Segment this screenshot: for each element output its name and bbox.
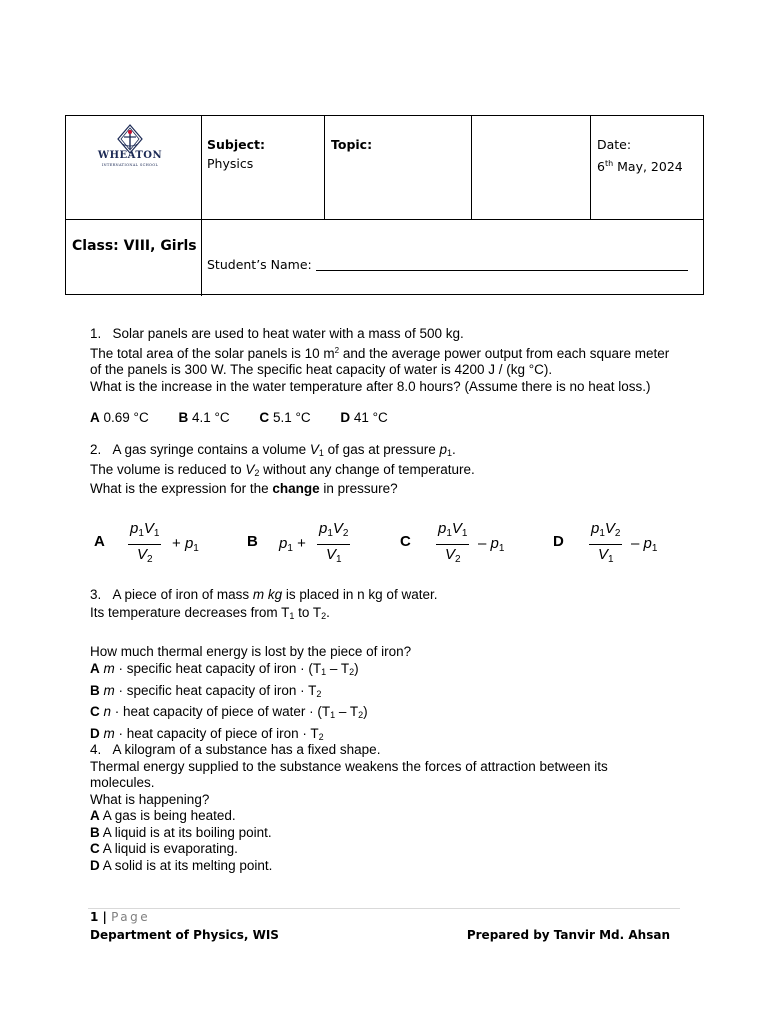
subject-label: Subject: (207, 137, 265, 152)
q2-option-b[interactable]: B $p_1$ + $\frac{p_1V_2}{V_1}$ (247, 515, 377, 575)
footer-department: Department of Physics, WIS (90, 928, 279, 942)
q3-option-a[interactable]: A m · specific heat capacity of iron · $(T_1 - T_2)$ (90, 661, 359, 677)
q3-option-d[interactable]: D m · heat capacity of piece of iron · $T_2$ (90, 725, 324, 742)
subject-cell (207, 135, 265, 173)
q4-option-a[interactable]: A A gas is being heated. (90, 808, 236, 823)
student-name-label: Student’s Name: (207, 257, 312, 272)
subject-value: Physics (207, 156, 254, 171)
date-label: Date: (597, 137, 632, 152)
page-number: 1 | Page (90, 910, 151, 924)
table-divider (201, 116, 202, 296)
q2-option-c[interactable]: C $\frac{p_1V_1}{V_2}$ – $p_1$ (400, 515, 530, 575)
q1-option-d[interactable]: D 41 °C (340, 410, 388, 425)
logo-name: WHEATON (97, 150, 163, 161)
logo-subtitle: INTERNATIONAL SCHOOL (101, 163, 159, 167)
table-divider (471, 116, 472, 219)
question-4: 4. A kilogram of a substance has a fixed shape. Thermal energy supplied to the substance weakens the forces of attraction between its molecules. What is happening? A A gas is being heated. B A liquid is at its boiling point. C A liquid is evaporating. D A solid is at its melting point. (90, 742, 608, 873)
q2-option-a[interactable]: A $\frac{p_1V_1}{V_2}$ + $p_1$ (94, 515, 224, 575)
fraction: $\frac{p_1V_1}{V_2}$ (130, 520, 160, 565)
student-name-line[interactable] (316, 259, 688, 271)
fraction: $\frac{p_1V_1}{V_2}$ (438, 520, 468, 565)
topic-cell (331, 135, 372, 154)
q4-option-b[interactable]: B A liquid is at its boiling point. (90, 824, 272, 840)
footer-rule (88, 908, 680, 909)
header-table (65, 115, 704, 295)
date-cell (597, 135, 683, 176)
question-1: 1. Solar panels are used to heat water with a mass of 500 kg. The total area of the solar panels is 10 $m^2$ and the average power output from each square meter of the panels is 300 W. The specific heat capacity of water is 4200 J / (kg °C). What is the increase in the water temperature after 8.0 hours? (Assume there is no heat loss.) (90, 326, 670, 394)
question-3: 3. A piece of iron of mass m kg is placed in n kg of water. Its temperature decreases from $T_1$ to $T_2$. How much thermal energy is lost by the piece of iron? A m · specific heat capacity of iron · $(T_1 - T_2)$ B m · specific heat capacity of iron · $T_2$ C n · heat capacity of piece of water · $(T_1 - T_2)$ D m · heat capacity of piece of iron · $T_2$ (90, 586, 437, 746)
footer-prepared-by: Prepared by Tanvir Md. Ahsan (466, 928, 670, 942)
fraction: $\frac{p_1V_2}{V_1}$ (591, 520, 621, 565)
topic-label: Topic: (331, 137, 373, 152)
question-1-options (90, 410, 414, 425)
q3-option-c[interactable]: C n · heat capacity of piece of water · $(T_1 - T_2)$ (90, 704, 368, 720)
q1-option-b[interactable]: B 4.1 °C (178, 410, 230, 425)
date-value: 6th May, 2024 (597, 159, 683, 174)
question-2: 2. A gas syringe contains a volume $V_1$ of gas at pressure $p_1$. The volume is reduced to $V_2$ without any change of temperature. What is the expression for the change in pressure? (90, 442, 475, 496)
table-divider (66, 219, 703, 220)
student-name-field[interactable] (207, 257, 688, 272)
q3-option-b[interactable]: B m · specific heat capacity of iron · $T_2$ (90, 682, 322, 699)
table-divider (324, 116, 325, 219)
fraction: $\frac{p_1V_2}{V_1}$ (319, 520, 349, 565)
q1-option-a[interactable]: A 0.69 °C (90, 410, 149, 425)
class-label: Class: VIII, Girls (72, 238, 197, 254)
q1-option-c[interactable]: C 5.1 °C (259, 410, 311, 425)
q4-option-d[interactable]: D A solid is at its melting point. (90, 857, 273, 873)
table-divider (590, 116, 591, 219)
q4-option-c[interactable]: C A liquid is evaporating. (90, 841, 238, 856)
q2-option-d[interactable]: D $\frac{p_1V_2}{V_1}$ – $p_1$ (553, 515, 683, 575)
